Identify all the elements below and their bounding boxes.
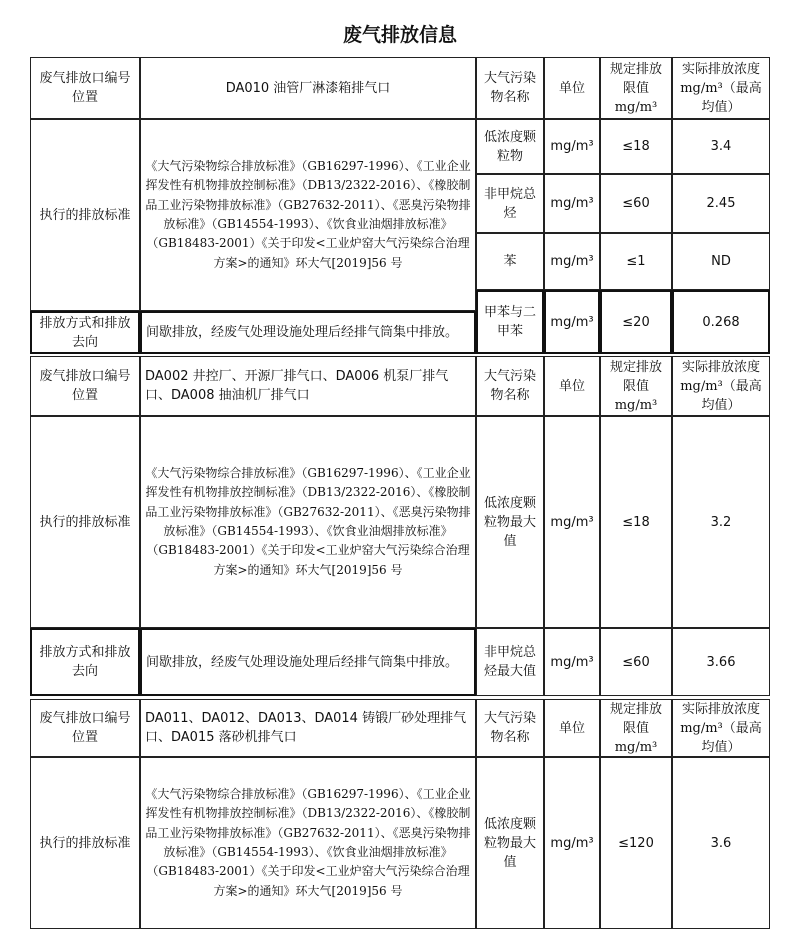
header-unit: 单位	[544, 356, 600, 416]
pollutant-name: 甲苯与二甲苯	[476, 290, 544, 354]
pollutant-limit: ≤18	[600, 119, 672, 174]
standard-text: 《大气污染物综合排放标准》（GB16297-1996）、《工业企业挥发性有机物排放控制标准》（DB13/2322-2016）、《橡胶制品工业污染物排放标准》（GB27632-2011）、《恶臭污染物排放标准》（GB14554-1993）、《饮食业油烟排放标准》（GB18483-2001）《关于印发<工业炉窑大气污染综合治理方案>的通知》环大气[2019]56 号	[140, 119, 476, 311]
pollutant-limit: ≤60	[600, 174, 672, 233]
outlet-name: DA011、DA012、DA013、DA014 铸锻厂砂处理排气口、DA015 落砂机排气口	[140, 699, 476, 757]
pollutant-actual: 3.2	[672, 416, 770, 628]
standard-text: 《大气污染物综合排放标准》（GB16297-1996）、《工业企业挥发性有机物排放控制标准》（DB13/2322-2016）、《橡胶制品工业污染物排放标准》（GB27632-2011）、《恶臭污染物排放标准》（GB14554-1993）、《饮食业油烟排放标准》（GB18483-2001）《关于印发<工业炉窑大气污染综合治理方案>的通知》环大气[2019]56 号	[140, 757, 476, 929]
pollutant-actual: 3.66	[672, 628, 770, 696]
pollutant-actual: 3.4	[672, 119, 770, 174]
standard-text: 《大气污染物综合排放标准》（GB16297-1996）、《工业企业挥发性有机物排放控制标准》（DB13/2322-2016）、《橡胶制品工业污染物排放标准》（GB27632-2011）、《恶臭污染物排放标准》（GB14554-1993）、《饮食业油烟排放标准》（GB18483-2001）《关于印发<工业炉窑大气污染综合治理方案>的通知》环大气[2019]56 号	[140, 416, 476, 628]
outlet-label: 废气排放口编号位置	[30, 356, 140, 416]
pollutant-name: 非甲烷总烃	[476, 174, 544, 233]
pollutant-name: 低浓度颗粒物最大值	[476, 416, 544, 628]
header-limit: 规定排放限值mg/m³	[600, 356, 672, 416]
method-label: 排放方式和排放去向	[30, 311, 140, 354]
pollutant-unit: mg/m³	[544, 233, 600, 290]
outlet-label: 废气排放口编号位置	[30, 57, 140, 119]
pollutant-unit: mg/m³	[544, 119, 600, 174]
pollutant-name: 低浓度颗粒物	[476, 119, 544, 174]
pollutant-unit: mg/m³	[544, 174, 600, 233]
header-actual: 实际排放浓度 mg/m³（最高均值）	[672, 699, 770, 757]
pollutant-unit: mg/m³	[544, 416, 600, 628]
pollutant-limit: ≤18	[600, 416, 672, 628]
standard-label: 执行的排放标准	[30, 119, 140, 311]
method-text: 间歇排放，经废气处理设施处理后经排气筒集中排放。	[140, 311, 476, 354]
standard-label: 执行的排放标准	[30, 416, 140, 628]
header-limit: 规定排放限值mg/m³	[600, 699, 672, 757]
header-actual: 实际排放浓度 mg/m³（最高均值）	[672, 356, 770, 416]
pollutant-limit: ≤60	[600, 628, 672, 696]
header-pollutant: 大气污染物名称	[476, 356, 544, 416]
pollutant-limit: ≤20	[600, 290, 672, 354]
outlet-name: DA010 油管厂淋漆箱排气口	[140, 57, 476, 119]
pollutant-unit: mg/m³	[544, 757, 600, 929]
page-title: 废气排放信息	[342, 24, 457, 46]
header-pollutant: 大气污染物名称	[476, 699, 544, 757]
pollutant-actual: 2.45	[672, 174, 770, 233]
pollutant-actual: 3.6	[672, 757, 770, 929]
header-limit: 规定排放限值mg/m³	[600, 57, 672, 119]
method-label: 排放方式和排放去向	[30, 628, 140, 696]
header-pollutant: 大气污染物名称	[476, 57, 544, 119]
pollutant-name: 苯	[476, 233, 544, 290]
pollutant-unit: mg/m³	[544, 290, 600, 354]
outlet-name: DA002 井控厂、开源厂排气口、DA006 机泵厂排气口、DA008 抽油机厂排气口	[140, 356, 476, 416]
outlet-label: 废气排放口编号位置	[30, 699, 140, 757]
pollutant-limit: ≤1	[600, 233, 672, 290]
pollutant-limit: ≤120	[600, 757, 672, 929]
pollutant-actual: ND	[672, 233, 770, 290]
pollutant-name: 低浓度颗粒物最大值	[476, 757, 544, 929]
pollutant-unit: mg/m³	[544, 628, 600, 696]
header-unit: 单位	[544, 57, 600, 119]
header-actual: 实际排放浓度 mg/m³（最高均值）	[672, 57, 770, 119]
pollutant-name: 非甲烷总烃最大值	[476, 628, 544, 696]
standard-label: 执行的排放标准	[30, 757, 140, 929]
pollutant-actual: 0.268	[672, 290, 770, 354]
method-text: 间歇排放，经废气处理设施处理后经排气筒集中排放。	[140, 628, 476, 696]
header-unit: 单位	[544, 699, 600, 757]
